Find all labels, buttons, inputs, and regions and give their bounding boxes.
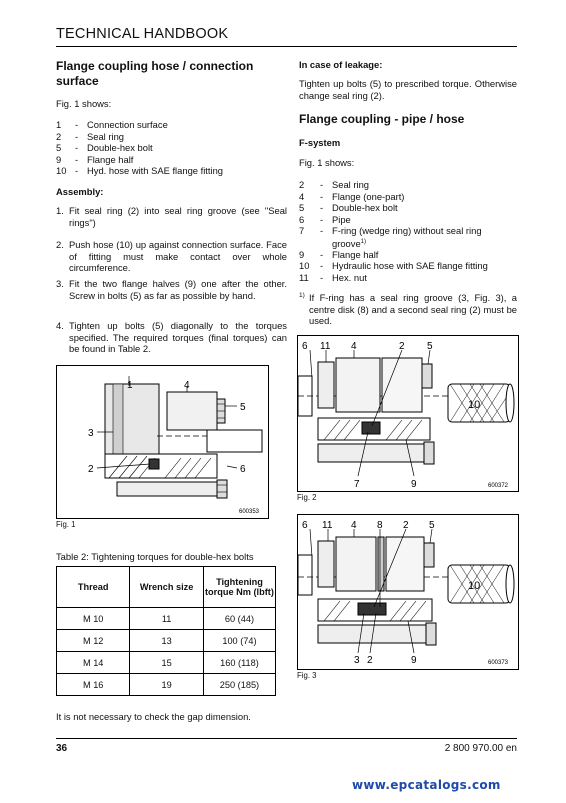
table-header-thread: Thread [57,567,130,608]
figure-2 [297,335,519,492]
list-item: 11 - Hex. nut [299,271,367,283]
fig2-label-6: 6 [302,341,308,352]
fig3-label-10: 10 [468,580,481,592]
fig1-label-1: 1 [127,380,133,391]
table-cell: M 12 [57,630,130,652]
table-header-wrench: Wrench size [130,567,204,608]
table-cell: 250 (185) [203,674,275,696]
page-number: 36 [56,743,68,754]
leakage-text: Tighten up bolts (5) to prescribed torque. Otherwise change seal ring (2). [299,78,517,101]
fig3-drawing [298,515,518,669]
fsystem-title: F-system [299,137,341,148]
fig2-label-7: 7 [354,479,360,490]
fig3-label-6: 6 [302,520,308,531]
list-item: 4 - Flange (one-part) [299,190,405,202]
fig2-label-2: 2 [399,341,405,352]
table-header-row [57,567,276,608]
table-cell: 100 (74) [203,630,275,652]
fig3-label-2: 2 [403,520,409,531]
document-number: 2 800 970.00 en [444,743,517,754]
list-item: 10 - Hyd. hose with SAE flange fitting [56,165,224,177]
fig2-label-11: 11 [320,341,331,352]
table-row [57,674,276,696]
fig3-label-5: 5 [429,520,435,531]
list-item: 6 - Pipe [299,213,351,225]
table-cell: M 14 [57,652,130,674]
fig3-label-11: 11 [322,520,333,531]
table-cell: 19 [130,674,204,696]
fig1-label-3: 3 [88,428,94,439]
fig3-caption: Fig. 3 [297,671,317,680]
fig3-label-8: 8 [377,520,383,531]
fig3-label-3: 3 [354,655,360,666]
fig2-label-5: 5 [427,341,433,352]
table-cell: M 10 [57,608,130,630]
leakage-title: In case of leakage: [299,59,383,70]
figure-1 [56,365,269,519]
fig3-code: 600373 [488,660,509,666]
gap-note: It is not necessary to check the gap dimension. [56,711,251,722]
fig2-caption: Fig. 2 [297,493,317,502]
table-cell: 11 [130,608,204,630]
footnote: 1) If F-ring has a seal ring groove (3, Fig. 3), a centre disk (8) and a second seal ring (2) must be used. [299,292,517,327]
list-item: 9 - Flange half [56,153,134,165]
fig2-code: 600372 [488,483,509,489]
list-item: 5 - Double-hex bolt [299,202,398,214]
fig2-label-9: 9 [411,479,417,490]
fig1-code: 600353 [239,509,260,515]
table-cell: 60 (44) [203,608,275,630]
fig1-caption: Fig. 1 [56,520,76,529]
fig1-drawing [57,366,268,518]
list-item: groove$^{1)}$ [332,238,367,250]
list-item: 5 - Double-hex bolt [56,142,153,154]
parts-list-right [299,179,517,283]
fig2-label-4: 4 [351,341,357,352]
fig1-label-4: 4 [184,380,190,391]
fig1-shows-text: Fig. 1 shows: [56,98,112,109]
list-item: 10 - Hydraulic hose with SAE flange fitting [299,260,488,272]
fig1-label-5: 5 [240,402,246,413]
table-cell: 160 (118) [203,652,275,674]
list-item: 2 - Seal ring [299,179,370,190]
figure-3 [297,514,519,670]
table-cell: 13 [130,630,204,652]
parts-list-left [56,119,291,177]
table-header-torque: Tightening torque Nm (lbft) [203,567,275,608]
list-item: 2 - Seal ring [56,130,125,142]
header-rule [56,46,517,47]
table-caption: Table 2: Tightening torques for double-hex bolts [56,551,254,562]
torque-table [56,566,276,696]
list-item: 9 - Flange half [299,248,379,260]
footer-rule [56,738,517,739]
table-cell: 15 [130,652,204,674]
table-row [57,652,276,674]
assembly-title: Assembly: [56,186,104,197]
page-header-title: TECHNICAL HANDBOOK [56,26,229,42]
section-title-hose: Flange coupling hose / connection surface [56,59,254,88]
table-row [57,630,276,652]
section-title-pipe: Flange coupling - pipe / hose [299,112,465,126]
table-row [57,608,276,630]
fig1-label-6: 6 [240,464,246,475]
list-item: 1 - Connection surface [56,119,168,130]
fig2-drawing [298,336,518,491]
fig3-label-2-lower: 2 [367,655,373,666]
watermark-url: www.epcatalogs.com [352,778,501,792]
fig1-shows-text-right: Fig. 1 shows: [299,157,355,168]
table-cell: M 16 [57,674,130,696]
list-item: 7 - F-ring (wedge ring) without seal ring [299,225,482,237]
fig1-label-2: 2 [88,464,94,475]
fig3-label-4: 4 [351,520,357,531]
fig3-label-9: 9 [411,655,417,666]
fig2-label-10: 10 [468,399,481,411]
